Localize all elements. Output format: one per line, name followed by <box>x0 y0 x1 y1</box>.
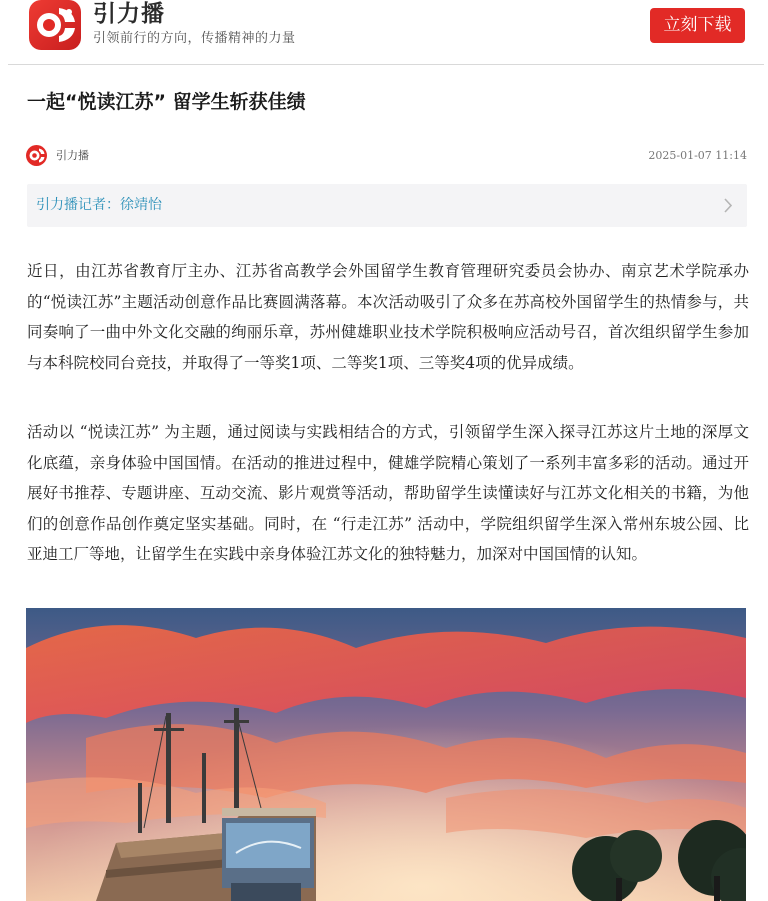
author-avatar-icon[interactable] <box>26 145 47 166</box>
article-photo <box>26 608 746 901</box>
brand-slogan: 引领前行的方向，传播精神的力量 <box>93 31 296 46</box>
publish-date: 2025-01-07 11:14 <box>648 149 747 162</box>
article-paragraph: 近日，由江苏省教育厅主办、江苏省高教学会外国留学生教育管理研究委员会协办、南京艺术学院承办的“悦读江苏”主题活动创意作品比赛圆满落幕。本次活动吸引了众多在苏高校外国留学生的热情参与，共同奏响了一曲中外文化交融的绚丽乐章，苏州健雄职业技术学院积极响应活动号召，首次组织留学生参加与本科院校同台竞技，并取得了一等奖1项、二等奖1项、三等奖4项的优异成绩。 <box>27 262 749 372</box>
reporter-bar[interactable] <box>27 184 747 227</box>
article-paragraph: 活动以 “悦读江苏” 为主题，通过阅读与实践相结合的方式，引领留学生深入探寻江苏这片土地的深厚文化底蕴，亲身体验中国国情。在活动的推进过程中，健雄学院精心策划了一系列丰富多彩的活动。通过开展好书推荐、专题讲座、互动交流、影片观赏等活动，帮助留学生读懂读好与江苏文化相关的书籍，为他们的创意作品创作奠定坚实基础。同时，在 “行走江苏” 活动中，学院组织留学生深入常州东坡公园、比亚迪工厂等地，让留学生在实践中亲身体验江苏文化的独特魅力，加深对中国国情的认知。 <box>27 423 749 563</box>
chevron-right-icon <box>723 197 733 214</box>
article-title: 一起“悦读江苏” 留学生斩获佳绩 <box>27 91 306 113</box>
brand-name: 引力播 <box>93 1 165 27</box>
author-name[interactable]: 引力播 <box>56 149 89 162</box>
app-logo-icon[interactable] <box>29 0 81 50</box>
app-header <box>0 0 768 64</box>
header-divider <box>8 64 764 65</box>
download-button[interactable]: 立刻下载 <box>650 8 745 43</box>
reporter-label: 引力播记者：徐靖怡 <box>36 197 162 213</box>
